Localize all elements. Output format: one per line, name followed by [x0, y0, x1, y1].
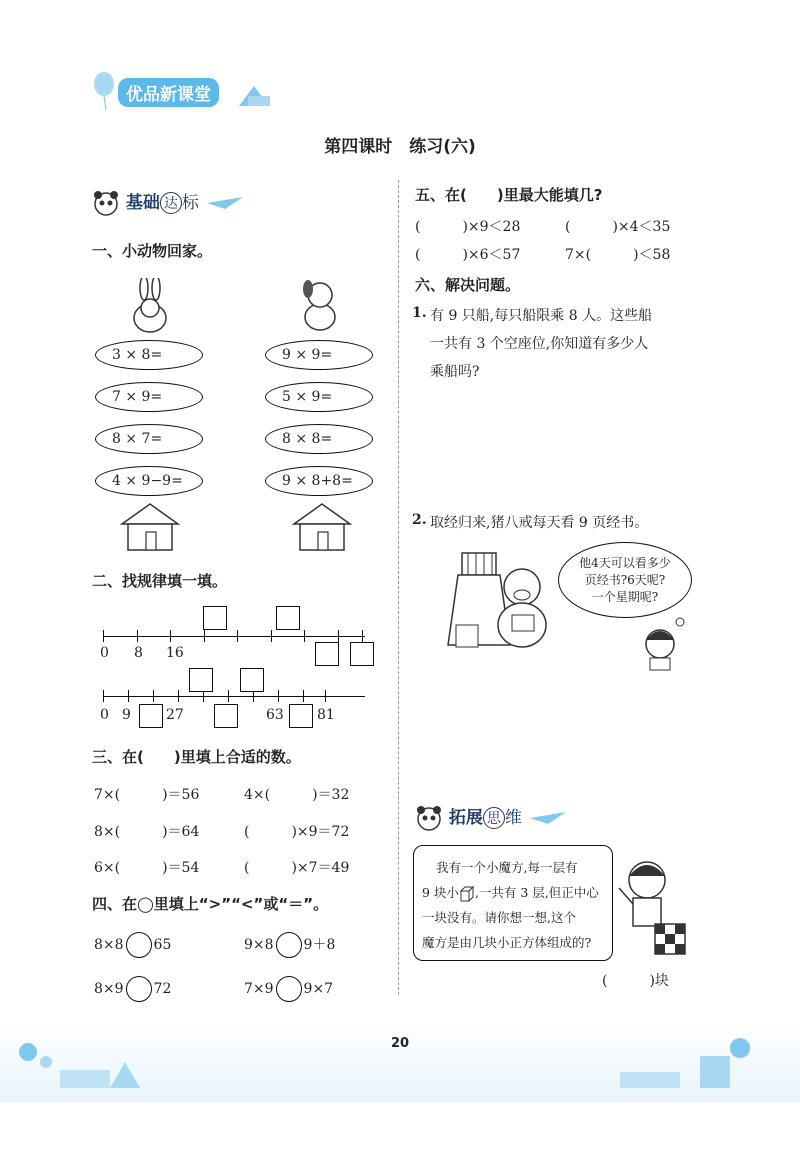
compare-item — [244, 932, 335, 958]
puzzle-line: 一块没有。请你想一想,这个 — [422, 910, 576, 925]
equation-ellipse: 7 × 9= — [95, 382, 203, 412]
fill-blank-inequality[interactable]: ( )×6＜57 — [415, 247, 521, 263]
house-right-icon — [290, 500, 354, 552]
house-icon — [234, 78, 284, 108]
q5-heading: 五、在( )里最大能填几? — [415, 186, 603, 204]
brand-text: 优品新课堂 — [118, 78, 219, 107]
answer-box[interactable] — [315, 642, 339, 666]
compare-item — [94, 932, 171, 958]
number-label: 0 — [100, 707, 109, 723]
panda-icon — [92, 189, 120, 217]
problem-text: 乘船吗? — [430, 364, 480, 380]
q6-heading: 六、解决问题。 — [415, 276, 521, 294]
q1-heading: 一、小动物回家。 — [92, 242, 213, 260]
number-line-1 — [103, 636, 365, 637]
compare-left: 9×8 — [244, 937, 274, 953]
bubble-line: 他4天可以看多少 — [579, 556, 671, 570]
page-title: 第四课时 练习(六) — [324, 137, 476, 157]
boy-with-cube-illustration — [615, 852, 690, 964]
section-banner-basic — [92, 188, 245, 217]
fill-blank-equation[interactable]: 8×( )＝64 — [94, 824, 200, 840]
equation-ellipse: 9 × 8+8= — [265, 466, 373, 496]
compare-item — [244, 976, 333, 1002]
number-label: 63 — [266, 707, 284, 723]
page-number: 20 — [390, 1036, 410, 1051]
puzzle-line: 我有一个小魔方,每一层有 — [436, 860, 578, 875]
equation-ellipse: 4 × 9−9= — [95, 466, 203, 496]
compare-right: 65 — [153, 937, 172, 953]
q3-heading: 三、在( )里填上合适的数。 — [92, 748, 301, 766]
section-banner-ext-char1: 思 — [483, 807, 505, 829]
puzzle-line: 9 块小 ,一共有 3 层,但正中心 — [422, 885, 599, 900]
equation-ellipse: 8 × 8= — [265, 424, 373, 454]
puzzle-line: 魔方是由几块小正方体组成的? — [422, 935, 592, 950]
dog-icon — [290, 275, 350, 335]
fill-blank-inequality[interactable]: ( )×4＜35 — [565, 219, 671, 235]
problem-text: 取经归来,猪八戒每天看 9 页经书。 — [430, 515, 649, 531]
number-label: 27 — [166, 707, 184, 723]
fill-blank-equation[interactable]: ( )×7＝49 — [244, 860, 350, 876]
compare-right: 9×7 — [303, 981, 334, 997]
equation-ellipse: 5 × 9= — [265, 382, 373, 412]
paper-plane-icon — [528, 810, 568, 826]
answer-box[interactable] — [276, 606, 300, 630]
footer-decoration — [0, 1022, 800, 1102]
rabbit-icon — [120, 278, 180, 338]
section-banner-basic-char2: 标 — [181, 193, 199, 213]
compare-left: 7×9 — [244, 981, 274, 997]
section-banner-ext-char2: 维 — [504, 808, 522, 828]
answer-box[interactable] — [214, 704, 238, 728]
pigsy-reading-illustration — [432, 545, 572, 660]
speech-bubble — [558, 542, 692, 618]
number-label: 81 — [317, 707, 335, 723]
bubble-line: 页经书?6天呢? — [584, 573, 666, 587]
equation-ellipse: 9 × 9= — [265, 340, 373, 370]
answer-box[interactable] — [240, 668, 264, 692]
answer-box[interactable] — [139, 704, 163, 728]
answer-box[interactable] — [203, 606, 227, 630]
compare-right: 9＋8 — [303, 937, 336, 953]
compare-right: 72 — [153, 981, 172, 997]
footer-scenery — [0, 1022, 800, 1102]
number-label: 9 — [122, 707, 131, 723]
panda-icon — [415, 804, 443, 832]
number-label: 8 — [134, 645, 143, 661]
fill-blank-inequality[interactable]: 7×( )＜58 — [565, 247, 671, 263]
problem-number: 2. — [412, 512, 427, 528]
boy-icon — [630, 612, 690, 672]
number-label: 16 — [166, 645, 184, 661]
compare-left: 8×9 — [94, 981, 124, 997]
section-banner-ext-label: 拓展 — [448, 808, 483, 828]
puzzle-answer[interactable]: ( )块 — [602, 973, 669, 989]
section-banner-basic-char1: 达 — [160, 192, 182, 214]
fill-blank-equation[interactable]: 7×( )＝56 — [94, 787, 200, 803]
brand-logo — [92, 70, 292, 110]
column-divider — [398, 180, 399, 995]
compare-circle[interactable] — [126, 976, 152, 1002]
compare-circle[interactable] — [126, 932, 152, 958]
number-label: 0 — [100, 645, 109, 661]
q2-heading: 二、找规律填一填。 — [92, 572, 228, 590]
fill-blank-inequality[interactable]: ( )×9＜28 — [415, 219, 521, 235]
compare-circle[interactable] — [276, 932, 302, 958]
small-cube-icon — [459, 886, 475, 902]
answer-box[interactable] — [189, 668, 213, 692]
answer-box[interactable] — [289, 704, 313, 728]
fill-blank-equation[interactable]: 4×( )＝32 — [244, 787, 350, 803]
problem-number: 1. — [412, 305, 427, 321]
problem-text: 一共有 3 个空座位,你知道有多少人 — [430, 336, 649, 352]
compare-circle[interactable] — [276, 976, 302, 1002]
bubble-line: 一个星期呢? — [591, 590, 659, 604]
house-left-icon — [118, 500, 182, 552]
compare-left: 8×8 — [94, 937, 124, 953]
section-banner-ext — [415, 803, 568, 832]
paper-plane-icon — [205, 195, 245, 211]
equation-ellipse: 3 × 8= — [95, 340, 203, 370]
problem-text: 有 9 只船,每只船限乘 8 人。这些船 — [430, 308, 653, 324]
equation-ellipse: 8 × 7= — [95, 424, 203, 454]
fill-blank-equation[interactable]: ( )×9＝72 — [244, 824, 350, 840]
section-banner-basic-label: 基础 — [125, 193, 160, 213]
q4-heading: 四、在◯里填上“>”“<”或“＝”。 — [92, 895, 329, 913]
compare-item — [94, 976, 171, 1002]
fill-blank-equation[interactable]: 6×( )＝54 — [94, 860, 200, 876]
answer-box[interactable] — [350, 642, 374, 666]
puzzle-box — [413, 845, 613, 961]
